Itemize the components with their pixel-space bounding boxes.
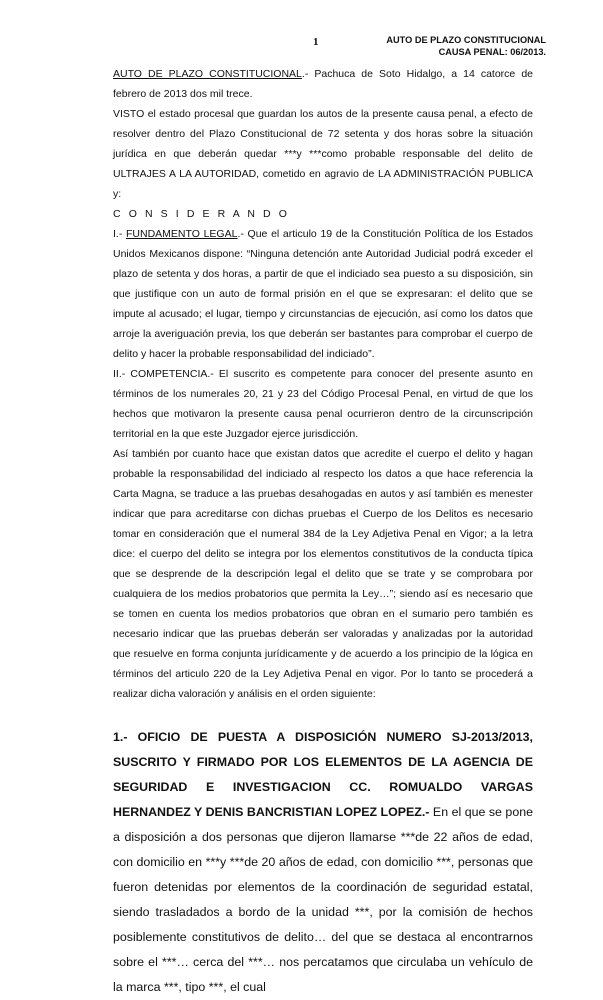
visto-paragraph: VISTO el estado procesal que guardan los autos de la presente causa penal, a efecto de resolver dentro del Plazo Constitucional de 72 setenta y dos horas sobre la situación jurídica en que deberán quedar ***y ***como probable responsable del delito de ULTRAJES A LA AUTORIDAD, cometido en agravio de LA ADMINISTRACIÓN PUBLICA y:: [113, 108, 533, 200]
fundamento-prefix: I.-: [113, 228, 127, 240]
header-doc-title: AUTO DE PLAZO CONSTITUCIONAL: [386, 35, 546, 45]
asi-tambien-paragraph: Así también por cuanto hace que existan datos que acredite el cuerpo el delito y hagan probable la responsabilidad del indiciado al respecto los datos a que hace referencia la Carta Magna, se traduce a las pruebas desahogadas en autos y así también es menester indicar que para acreditarse con dichas pruebas el Cuerpo de los Delitos es necesario tomar en consideración que el numeral 384 de la Ley Adjetiva Penal en Vigor; a la letra dice: el cuerpo del delito se integra por los elementos constitutivos de la conducta típica que se desprende de la descripción legal el delito que se trate y se comprobara por cualquiera de los medios probatorios que permita la Ley…”; siendo así es necesario que se tomen en cuenta los medios probatorios que obran en el sumario pero también es necesario indicar que las pruebas deberán ser valoradas y analizadas por la autoridad que resuelve en forma conjunta jurídicamente y de acuerdo a los principio de la lógica en términos del articulo 220 de la Ley Adjetiva Penal en vigor. Por lo tanto se procederá a realizar dicha valoración y análisis en el orden siguiente:: [113, 448, 533, 700]
header-case-ref: CAUSA PENAL: 06/2013.: [438, 47, 546, 57]
section-1-heading: 1.- OFICIO DE PUESTA A DISPOSICIÓN NUMERO SJ-2013/2013, SUSCRITO Y FIRMADO POR LOS ELEMENTOS DE LA AGENCIA DE SEGURIDAD E INVESTIGACION CC. ROMUALDO VARGAS HERNANDEZ Y DENIS BANCRISTIAN LOPEZ LOPEZ.-: [113, 730, 533, 819]
competencia-paragraph: II.- COMPETENCIA.- El suscrito es competente para conocer del presente asunto en términos de los numerales 20, 21 y 23 del Código Procesal Penal, en virtud de que los hechos que motivaron la presente causa penal ocurrieron dentro de la circunscripción territorial en la que este Juzgador ejerce jurisdicción.: [113, 368, 533, 440]
intro-paragraph: [113, 64, 533, 104]
spacer: [113, 704, 533, 725]
section-1-lead: En el que se pone a disposición a dos personas que dijeron llamarse ***de 22 años de edad, con domicilio en ***y ***de 20 años de edad, con domicilio ***, personas que fueron detenidas por elementos de la coordinación de seguridad estatal, siendo trasladados a bordo de la unidad ***, por la comisión de hechos posiblemente constitutivos de delito… del que se destaca al encontrarnos sobre el ***… cerca del ***… nos percatamos que circulaba un vehículo de la marca ***, tipo ***, el cual: [113, 805, 533, 994]
considerando-heading: C O N S I D E R A N D O: [113, 208, 290, 220]
document-body: [113, 64, 533, 1000]
fundamento-text: .- Que el articulo 19 de la Constitución Política de los Estados Unidos Mexicanos dispone: “Ninguna detención ante Autoridad Judicial podrá exceder el plazo de setenta y dos horas, a partir de que el indiciado sea puesto a su disposición, sin que justifique con un auto de formal prisión en el que se expresaran: el delito que se impute al acusado; el lugar, tiempo y circunstancias de ejecución, así como los datos que arroje la averiguación previa, los que deberán ser bastantes para comprobar el cuerpo de delito y hacer la probable responsabilidad del indiciado”.: [113, 228, 534, 360]
fundamento-paragraph: [113, 224, 533, 364]
page-number: 1: [313, 36, 319, 48]
fundamento-title: FUNDAMENTO LEGAL: [126, 228, 238, 240]
intro-rest: .- Pachuca de Soto Hidalgo, a 14 catorce de febrero de 2013 dos mil trece.: [113, 68, 533, 100]
intro-title: AUTO DE PLAZO CONSTITUCIONAL: [113, 68, 302, 80]
page-header: [386, 34, 546, 58]
section-1-paragraph: [113, 725, 533, 1000]
